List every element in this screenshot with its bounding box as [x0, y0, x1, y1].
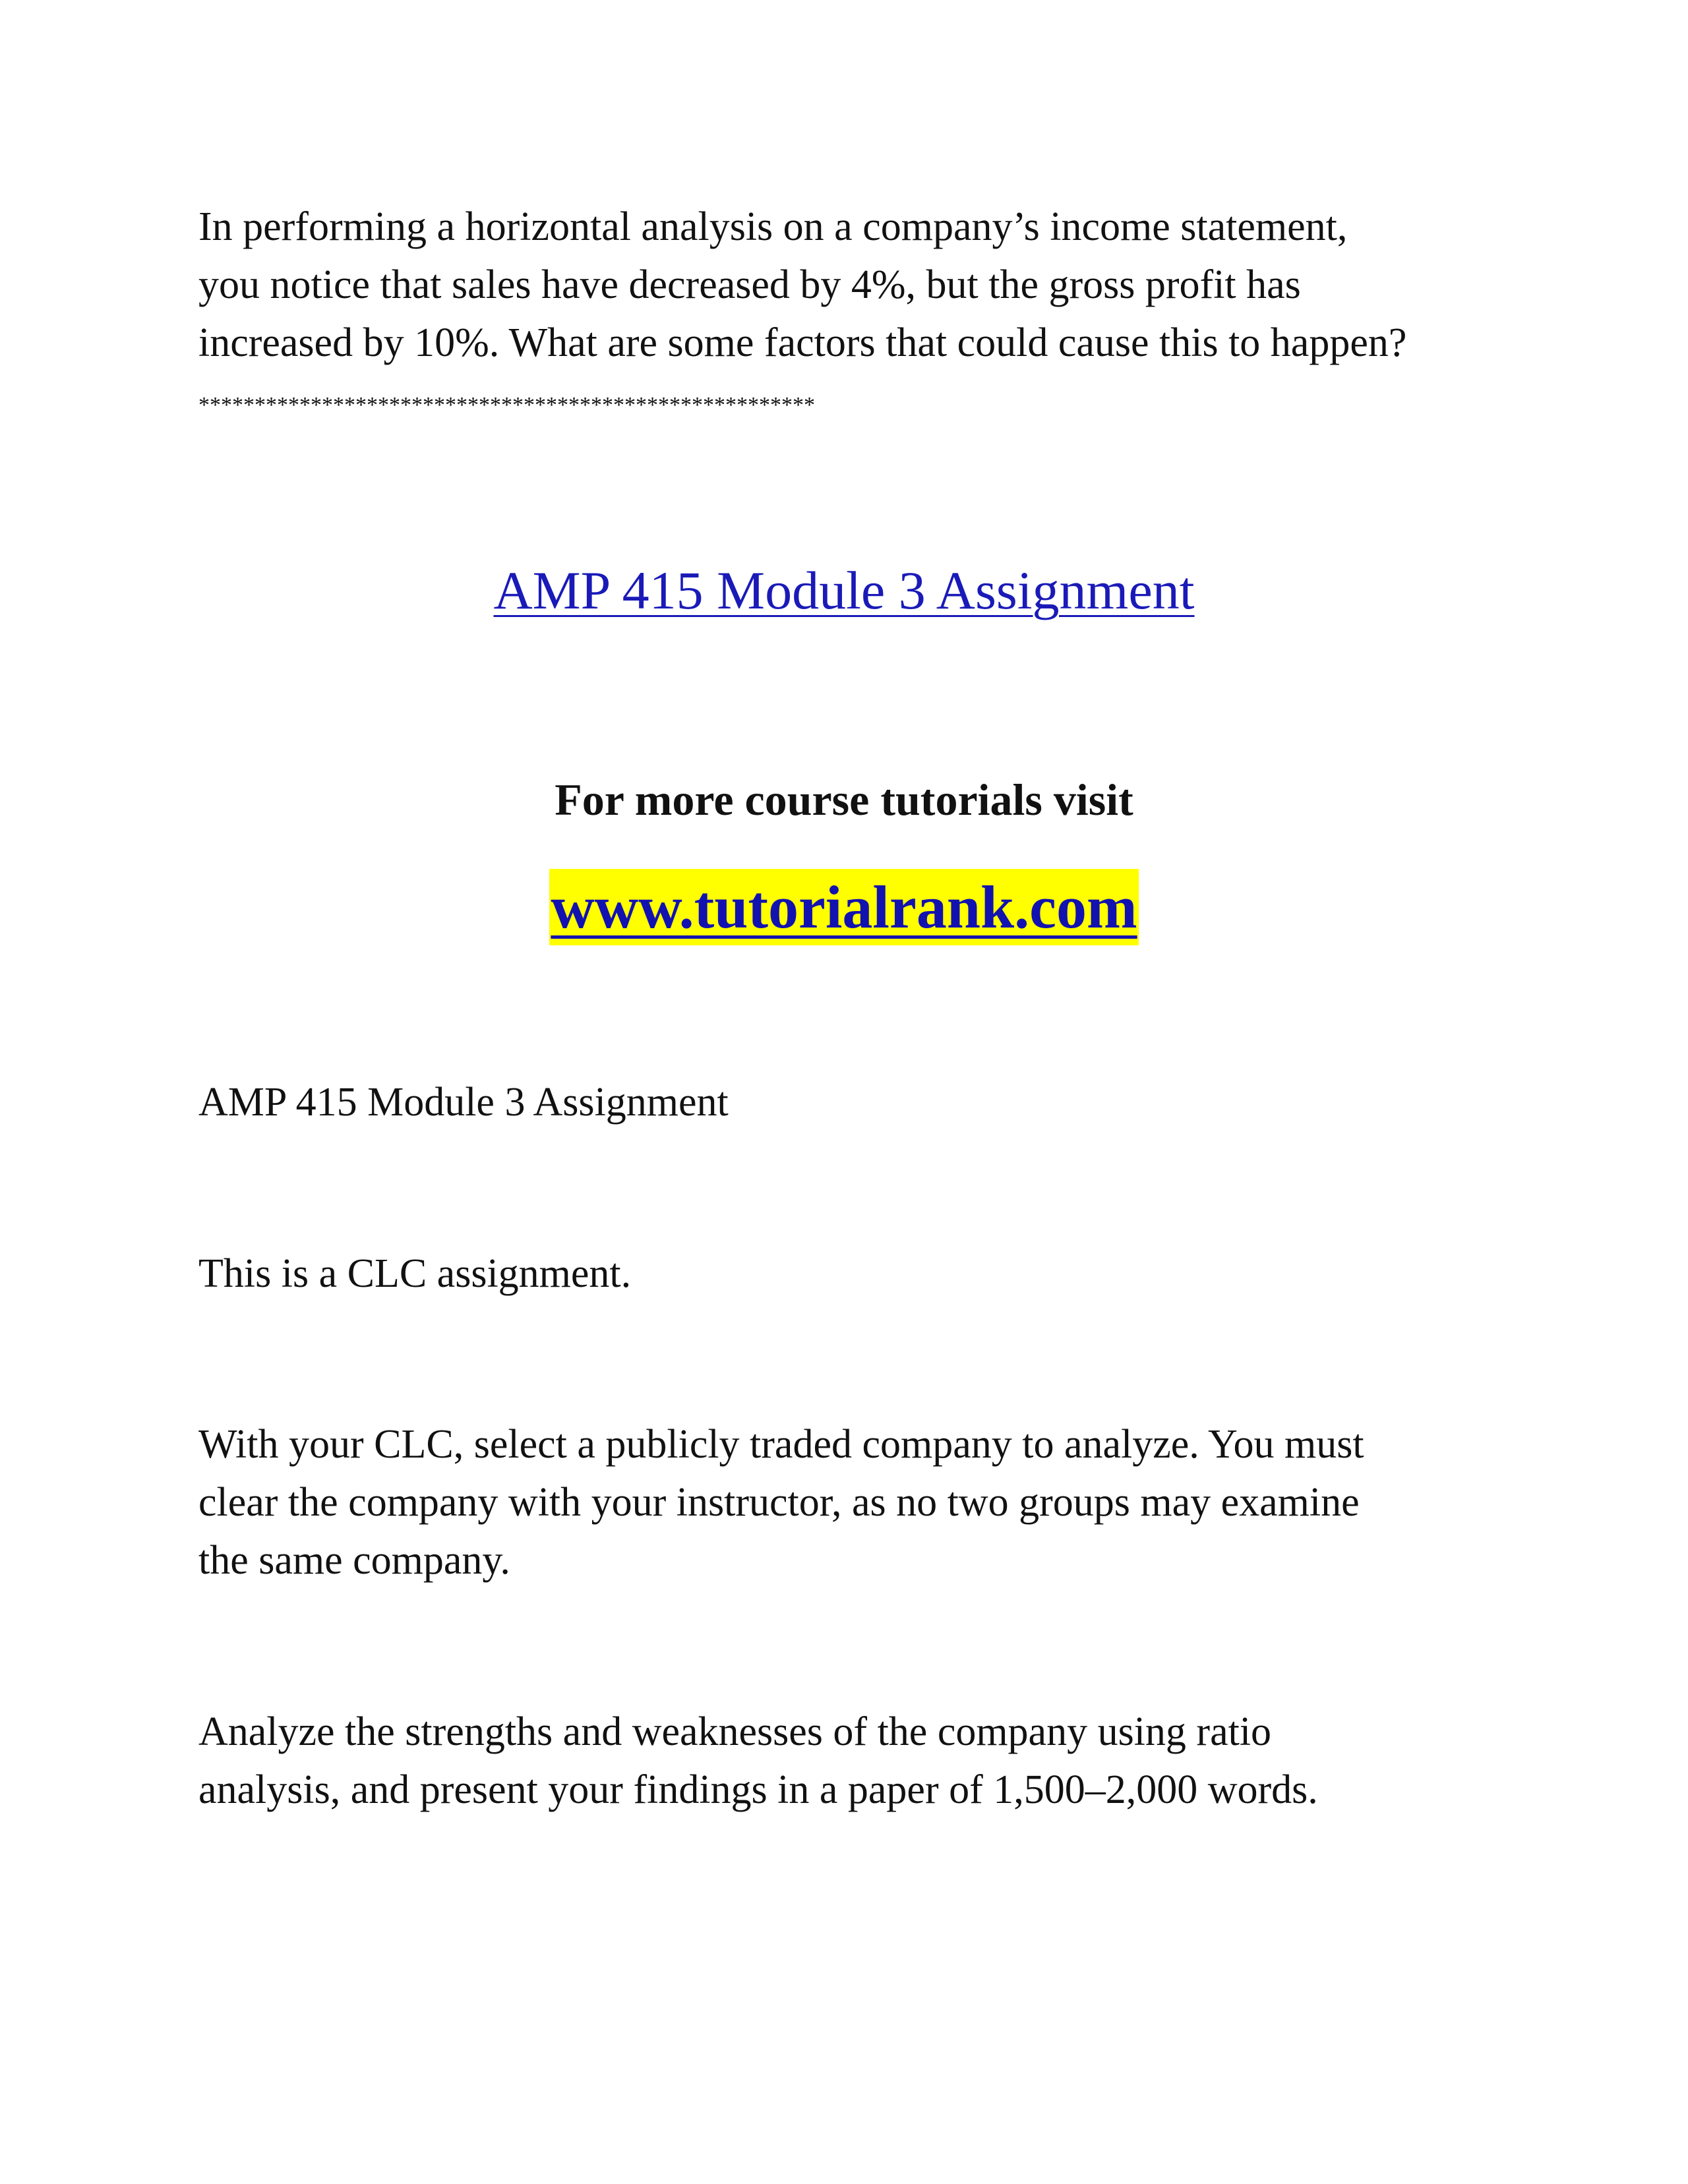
select-company-paragraph: With your CLC, select a publicly traded company to analyze. You must clear the company with your instructor, as no two groups may examine the same company. — [198, 1422, 1364, 1583]
website-link-container — [0, 869, 1688, 945]
intro-paragraph: In performing a horizontal analysis on a company’s income statement, you notice that sales have decreased by 4%, but the gross profit has increased by 10%. What are some factors that could cause this to happen? — [198, 204, 1407, 365]
website-link[interactable]: www.tutorialrank.com — [549, 869, 1138, 945]
clc-note: This is a CLC assignment. — [198, 1251, 632, 1296]
visit-text: For more course tutorials visit — [555, 775, 1133, 825]
analyze-paragraph: Analyze the strengths and weaknesses of the company using ratio analysis, and present your findings in a paper of 1,500–2,000 words. — [198, 1709, 1318, 1812]
assignment-title: AMP 415 Module 3 Assignment — [198, 1080, 729, 1125]
separator-line: ******************************************************* — [198, 393, 815, 417]
assignment-link[interactable]: AMP 415 Module 3 Assignment — [493, 560, 1195, 620]
